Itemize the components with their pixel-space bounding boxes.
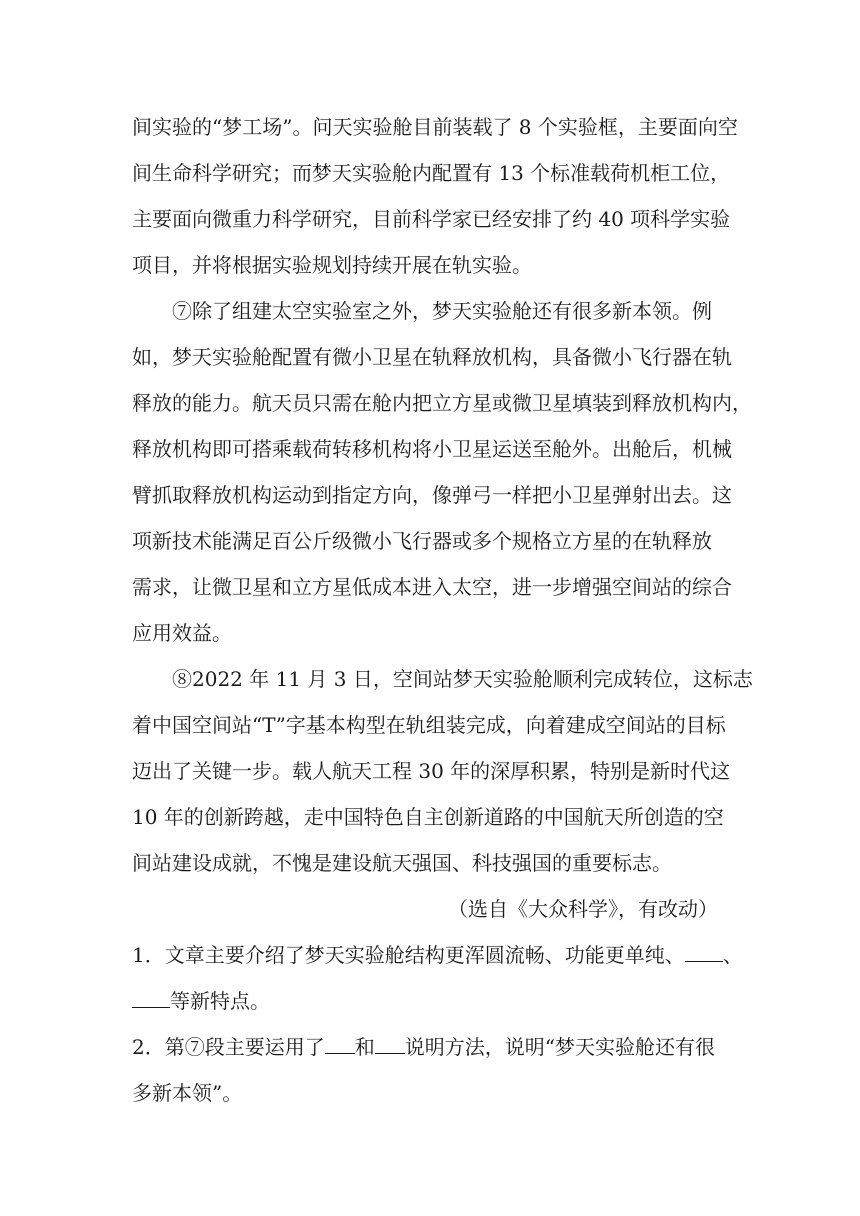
paragraph-line: 间站建设成就，不愧是建设航天强国、科技强国的重要标志。 bbox=[132, 851, 672, 875]
paragraph-line: 主要面向微重力科学研究，目前科学家已经安排了约 40 项科学实验 bbox=[132, 207, 731, 231]
paragraph-line: 间实验的“梦工场”。问天实验舱目前装载了 8 个实验框，主要面向空 bbox=[132, 115, 738, 139]
question-1-cont: 等新特点。 bbox=[132, 989, 742, 1013]
paragraph-line: 间生命科学研究；而梦天实验舱内配置有 13 个标准载荷机柜工位， bbox=[132, 161, 731, 185]
paragraph-line: 10 年的创新跨越，走中国特色自主创新道路的中国航天所创造的空 bbox=[132, 805, 724, 829]
paragraph-line: 释放机构即可搭乘载荷转移机构将小卫星运送至舱外。出舱后，机械 bbox=[132, 437, 732, 461]
paragraph-line bbox=[132, 667, 753, 691]
paragraph-line bbox=[132, 299, 742, 323]
question-1: 1．文章主要介绍了梦天实验舱结构更浑圆流畅、功能更单纯、 、 bbox=[132, 943, 743, 967]
paragraph-8-start: ⑧2022 年 11 月 3 日，空间站梦天实验舱顺利完成转位，这标志 bbox=[172, 667, 753, 691]
paragraph-line: 项目，并将根据实验规划持续开展在轨实验。 bbox=[132, 253, 532, 277]
paragraph-line: 如，梦天实验舱配置有微小卫星在轨释放机构，具备微小飞行器在轨 bbox=[132, 345, 732, 369]
paragraph-line: 臂抓取释放机构运动到指定方向，像弹弓一样把小卫星弹射出去。这 bbox=[132, 483, 732, 507]
answer-blank[interactable] bbox=[375, 1035, 405, 1054]
answer-blank[interactable] bbox=[132, 989, 170, 1008]
paragraph-line: 应用效益。 bbox=[132, 621, 232, 645]
paragraph-line: 着中国空间站“T”字基本构型在轨组装完成，向着建成空间站的目标 bbox=[132, 713, 726, 737]
question-2-cont: 多新本领”。 bbox=[132, 1081, 243, 1105]
paragraph-line: 需求，让微卫星和立方星低成本进入太空，进一步增强空间站的综合 bbox=[132, 575, 732, 599]
question-2: 2．第⑦段主要运用了 和 说明方法，说明“梦天实验舱还有很 bbox=[132, 1035, 715, 1059]
paragraph-7-start: ⑦除了组建太空实验室之外，梦天实验舱还有很多新本领。例 bbox=[172, 299, 712, 323]
paragraph-line: 释放的能力。航天员只需在舱内把立方星或微卫星填装到释放机构内， bbox=[132, 391, 752, 415]
answer-blank[interactable] bbox=[325, 1035, 355, 1054]
answer-blank[interactable] bbox=[685, 943, 723, 962]
source-citation: （选自《大众科学》，有改动） bbox=[448, 897, 718, 921]
paragraph-line: 项新技术能满足百公斤级微小飞行器或多个规格立方星的在轨释放 bbox=[132, 529, 712, 553]
paragraph-line: 迈出了关键一步。载人航天工程 30 年的深厚积累，特别是新时代这 bbox=[132, 759, 731, 783]
